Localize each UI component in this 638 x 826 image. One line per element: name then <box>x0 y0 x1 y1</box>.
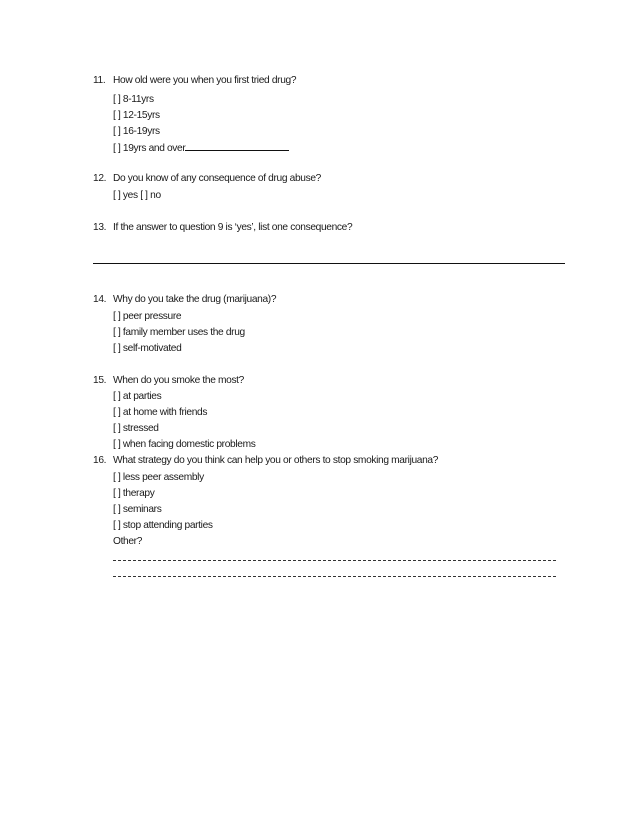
question-14-text: Why do you take the drug (marijuana)? <box>113 294 277 305</box>
question-11-option-1[interactable]: [ ] 8-11yrs <box>113 94 154 105</box>
question-14-option-1[interactable]: [ ] peer pressure <box>113 311 182 322</box>
question-11-option-4-label: [ ] 19yrs and over <box>113 143 186 154</box>
question-16-number: 16. <box>93 455 107 466</box>
question-14-option-2[interactable]: [ ] family member uses the drug <box>113 327 245 338</box>
question-11-option-4[interactable] <box>113 141 289 155</box>
answer-blank-line[interactable] <box>185 141 289 151</box>
question-12-text: Do you know of any consequence of drug abuse? <box>113 173 321 184</box>
other-answer-line-2[interactable] <box>113 576 556 577</box>
answer-rule-line[interactable] <box>93 263 565 264</box>
question-16-option-2[interactable]: [ ] therapy <box>113 488 155 499</box>
question-13-text: If the answer to question 9 is ‘yes’, list one consequence? <box>113 222 353 233</box>
question-13-number: 13. <box>93 222 107 233</box>
question-15-option-2[interactable]: [ ] at home with friends <box>113 407 208 418</box>
question-15-option-1[interactable]: [ ] at parties <box>113 391 162 402</box>
question-14-option-3[interactable]: [ ] self-motivated <box>113 343 182 354</box>
question-12-number: 12. <box>93 173 107 184</box>
question-16-option-3[interactable]: [ ] seminars <box>113 504 162 515</box>
other-answer-line-1[interactable] <box>113 560 556 561</box>
question-16-other-label: Other? <box>113 536 143 547</box>
question-11-option-2[interactable]: [ ] 12-15yrs <box>113 110 160 121</box>
question-14-number: 14. <box>93 294 107 305</box>
question-16-option-1[interactable]: [ ] less peer assembly <box>113 472 204 483</box>
question-15-option-3[interactable]: [ ] stressed <box>113 423 159 434</box>
question-12-options[interactable]: [ ] yes [ ] no <box>113 190 161 201</box>
question-15-text: When do you smoke the most? <box>113 375 244 386</box>
question-11-number: 11. <box>93 75 106 86</box>
question-15-number: 15. <box>93 375 107 386</box>
question-11-text: How old were you when you first tried drug? <box>113 75 297 86</box>
question-11-option-3[interactable]: [ ] 16-19yrs <box>113 126 160 137</box>
question-15-option-4[interactable]: [ ] when facing domestic problems <box>113 439 256 450</box>
question-16-option-4[interactable]: [ ] stop attending parties <box>113 520 213 531</box>
question-16-text: What strategy do you think can help you or others to stop smoking marijuana? <box>113 455 439 466</box>
